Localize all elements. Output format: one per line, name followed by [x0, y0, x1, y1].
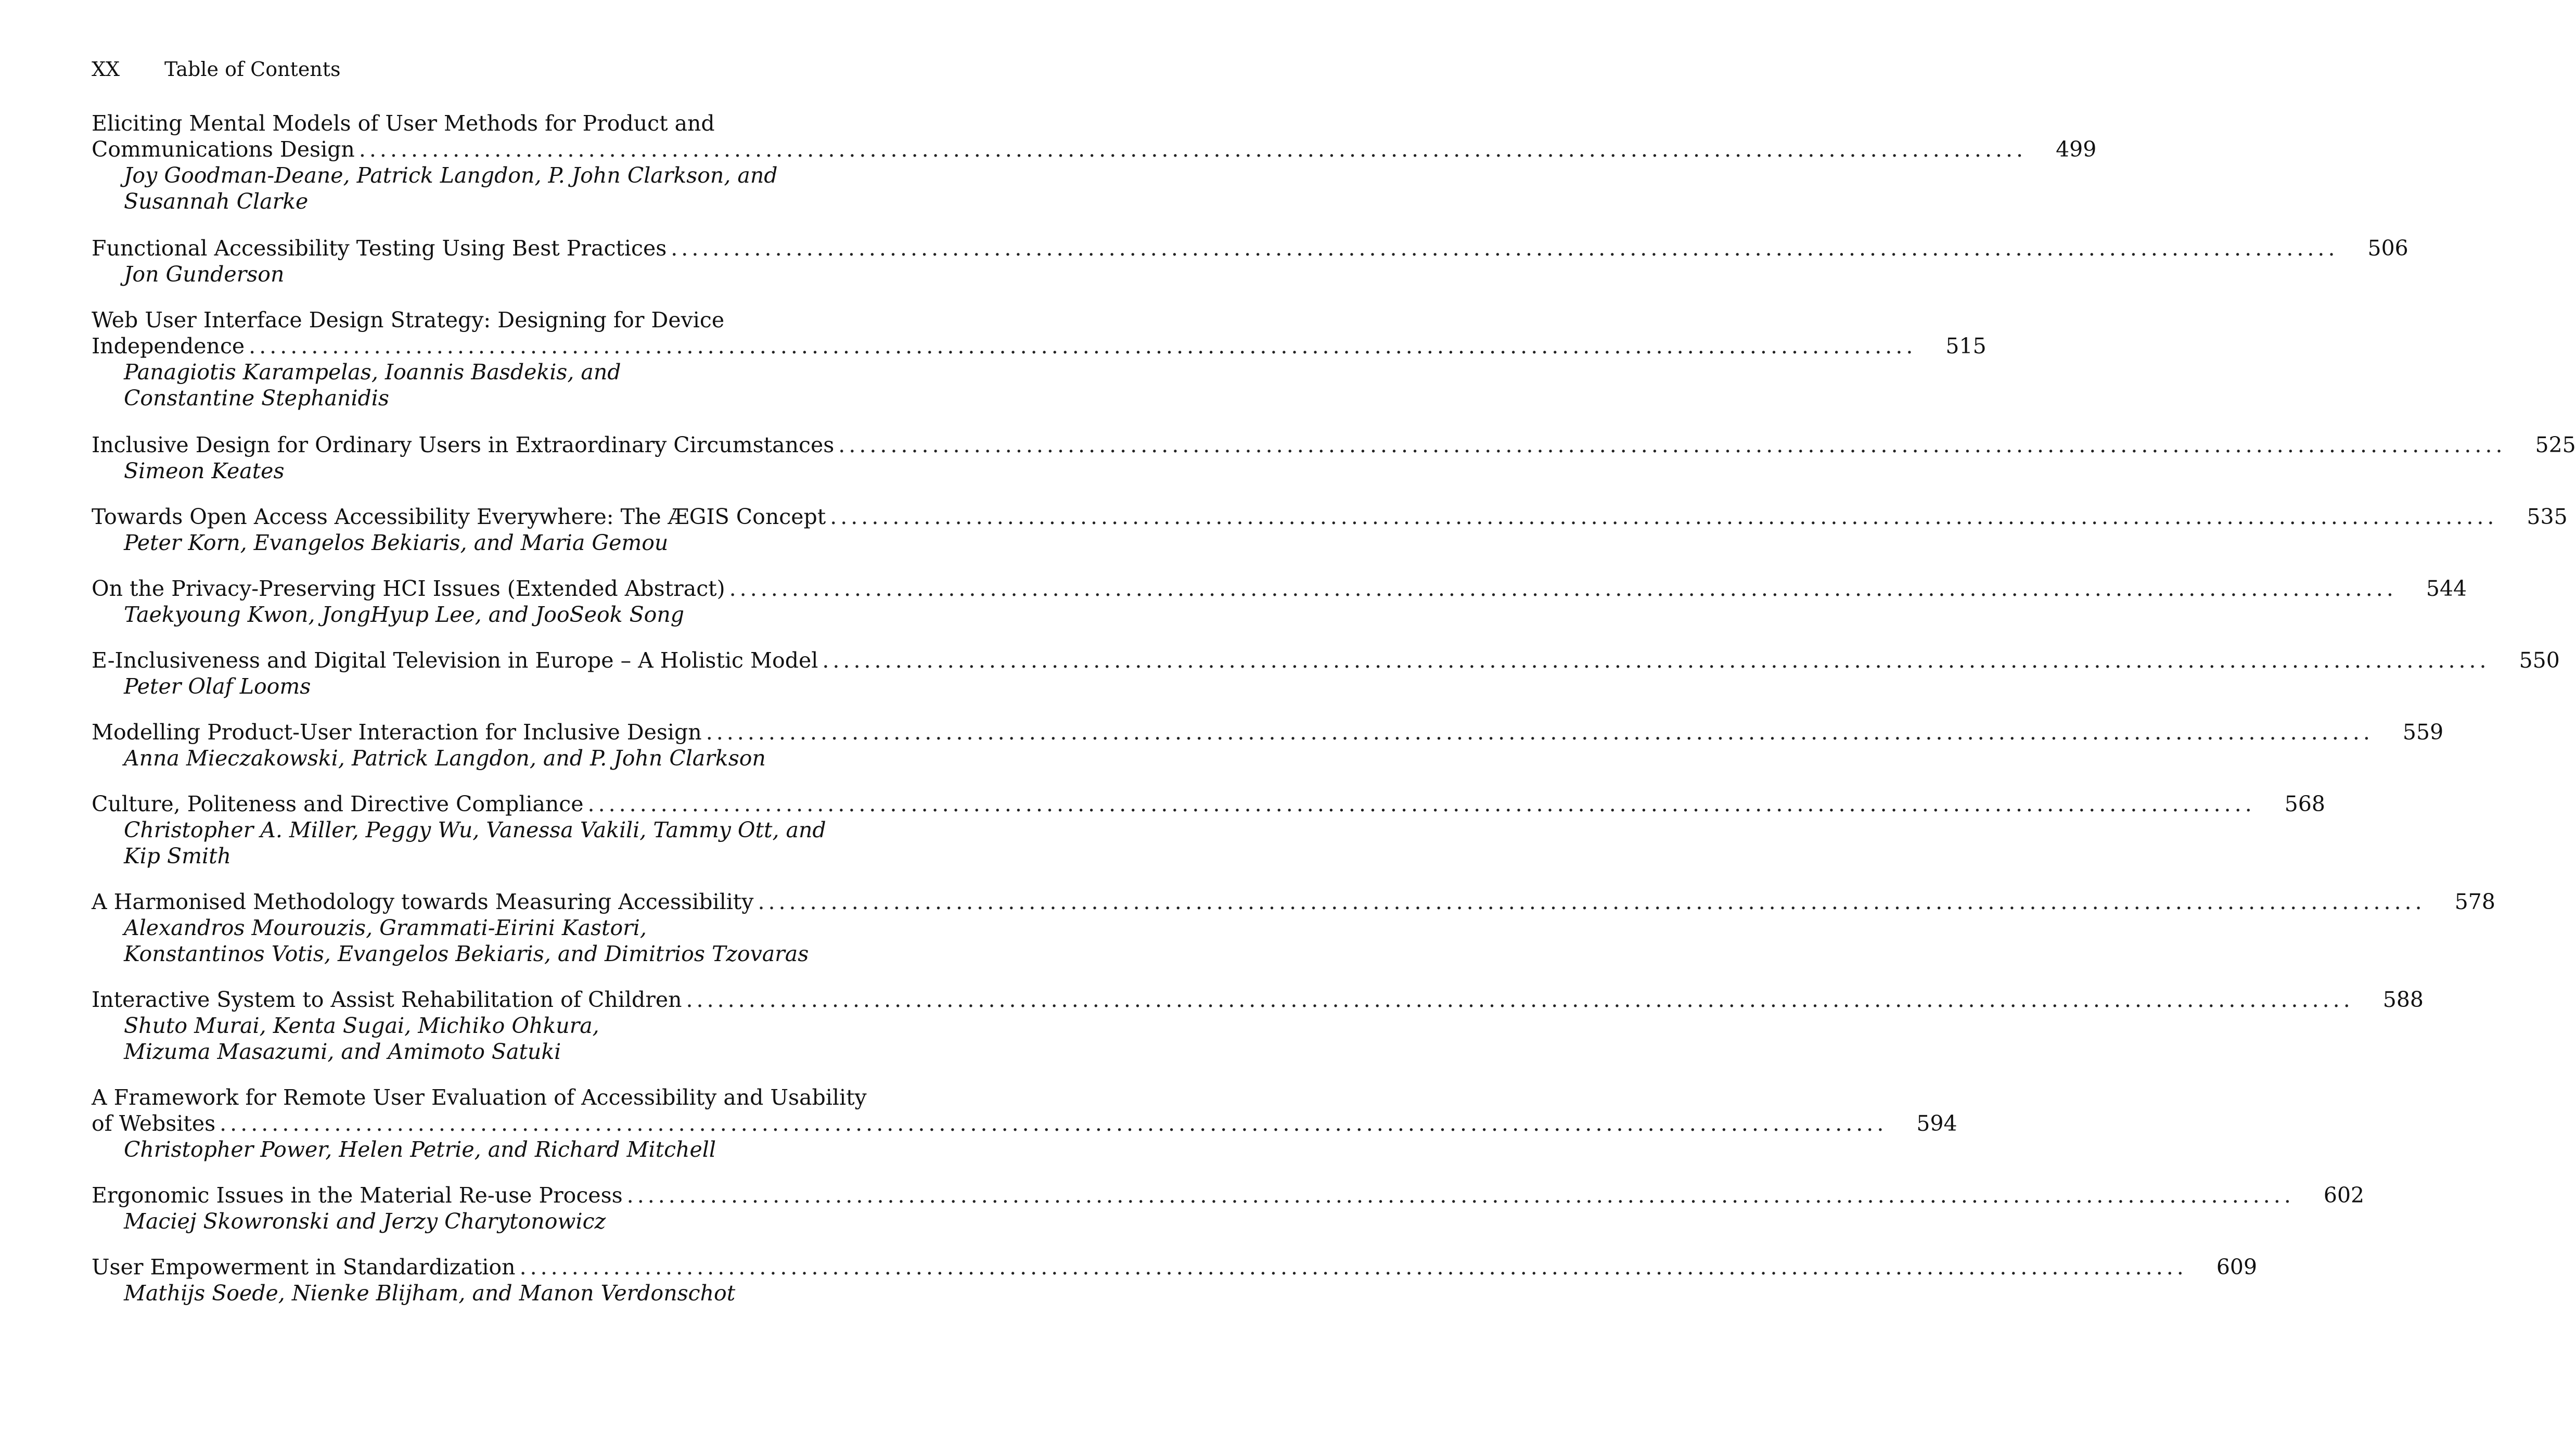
entry-page-number: 588 — [2382, 987, 2424, 1012]
entry-page-number: 499 — [2056, 137, 2097, 162]
entry-page-number: 506 — [2367, 236, 2408, 261]
dot-leader: ................................................................................................................................................................ — [249, 334, 1917, 359]
entry-page-number: 550 — [2519, 648, 2560, 673]
entry-title-line: E-Inclusiveness and Digital Television in Europe – A Holistic Model — [92, 648, 818, 673]
entry-page-number: 578 — [2454, 889, 2495, 914]
entry-title-line: A Harmonised Methodology towards Measuring Accessibility — [92, 889, 754, 914]
toc-entry[interactable] — [92, 1254, 2258, 1306]
dot-leader: ................................................................................................................................................................ — [519, 1255, 2187, 1280]
dot-leader: ................................................................................................................................................................ — [830, 504, 2498, 529]
toc-entry[interactable] — [92, 432, 2576, 484]
entry-title-row — [92, 136, 2097, 162]
dot-leader: ................................................................................................................................................................ — [686, 987, 2354, 1012]
entry-title-row — [92, 889, 2495, 915]
entry-title-row — [92, 235, 2408, 261]
entry-title-line: Ergonomic Issues in the Material Re-use Process — [92, 1183, 623, 1208]
entry-title-line: Eliciting Mental Models of User Methods for Product and — [92, 111, 715, 136]
entry-title-line: On the Privacy-Preserving HCI Issues (Extended Abstract) — [92, 576, 725, 601]
entry-authors-line: Jon Gunderson — [124, 262, 285, 287]
toc-entry[interactable] — [92, 791, 2326, 869]
entry-title-row — [92, 1110, 1957, 1136]
entry-authors-line: Joy Goodman-Deane, Patrick Langdon, P. John Clarkson, and — [124, 163, 778, 188]
entry-authors-line: Alexandros Mourouzis, Grammati-Eirini Kastori, — [124, 915, 647, 940]
dot-leader: ................................................................................................................................................................ — [587, 791, 2255, 816]
entry-title-row — [92, 1254, 2258, 1280]
entry-authors-line: Shuto Murai, Kenta Sugai, Michiko Ohkura, — [124, 1013, 599, 1038]
toc-entry[interactable] — [92, 719, 2444, 771]
entry-title-row — [92, 504, 2568, 530]
entry-authors-line: Konstantinos Votis, Evangelos Bekiaris, and Dimitrios Tzovaras — [124, 941, 809, 966]
entry-title-line: Functional Accessibility Testing Using Best Practices — [92, 236, 667, 261]
entry-authors-line: Mathijs Soede, Nienke Blijham, and Manon Verdonschot — [124, 1281, 736, 1306]
entry-page-number: 535 — [2527, 504, 2568, 529]
entry-title-line: A Framework for Remote User Evaluation of Accessibility and Usability — [92, 1085, 867, 1110]
entry-authors-line: Mizuma Masazumi, and Amimoto Satuki — [124, 1039, 561, 1064]
entry-title-line: Interactive System to Assist Rehabilitation of Children — [92, 987, 682, 1012]
dot-leader: ................................................................................................................................................................ — [838, 432, 2506, 457]
entry-title-row — [92, 333, 1987, 359]
entry-authors-line: Susannah Clarke — [124, 189, 309, 214]
entry-authors-line: Panagiotis Karampelas, Ioannis Basdekis, and — [124, 360, 621, 385]
entry-authors-line: Maciej Skowronski and Jerzy Charytonowicz — [124, 1209, 606, 1234]
entry-title-row — [92, 1182, 2365, 1208]
entry-title-line: Independence — [92, 334, 245, 359]
entry-title-line: of Websites — [92, 1111, 216, 1136]
entry-authors-line: Taekyoung Kwon, JongHyup Lee, and JooSeok Song — [124, 602, 684, 627]
entry-title-line: User Empowerment in Standardization — [92, 1255, 516, 1280]
toc-entry[interactable] — [92, 504, 2568, 556]
entry-title-row — [92, 719, 2444, 745]
dot-leader: ................................................................................................................................................................ — [706, 720, 2374, 745]
toc-entry[interactable] — [92, 307, 1987, 411]
dot-leader: ................................................................................................................................................................ — [729, 576, 2397, 601]
entry-page-number: 515 — [1945, 334, 1987, 359]
toc-entry[interactable] — [92, 987, 2424, 1065]
dot-leader: ................................................................................................................................................................ — [758, 889, 2426, 914]
entry-title-line: Culture, Politeness and Directive Compliance — [92, 791, 584, 816]
entry-title-row — [92, 432, 2576, 458]
entry-title-row — [92, 576, 2467, 602]
running-head — [92, 56, 341, 82]
page-number-roman: XX — [92, 58, 120, 81]
toc-entry[interactable] — [92, 235, 2408, 287]
entry-page-number: 609 — [2216, 1255, 2258, 1280]
toc-entry[interactable] — [92, 1182, 2365, 1234]
entry-page-number: 568 — [2284, 791, 2326, 816]
entry-title-line: Modelling Product-User Interaction for Inclusive Design — [92, 720, 702, 745]
entry-authors-line: Constantine Stephanidis — [124, 386, 389, 411]
toc-entry[interactable] — [92, 647, 2560, 699]
entry-page-number: 602 — [2323, 1183, 2365, 1208]
entry-title-line: Web User Interface Design Strategy: Designing for Device — [92, 308, 725, 333]
dot-leader: ................................................................................................................................................................ — [822, 648, 2490, 673]
entry-authors-line: Simeon Keates — [124, 458, 285, 483]
entry-title-row — [92, 647, 2560, 673]
toc-entry[interactable] — [92, 889, 2495, 967]
entry-page-number: 559 — [2402, 720, 2444, 745]
entry-page-number: 594 — [1916, 1111, 1957, 1136]
toc-entry[interactable] — [92, 1084, 1957, 1162]
entry-title-row — [92, 987, 2424, 1013]
entry-authors-line: Peter Olaf Looms — [124, 674, 311, 699]
dot-leader: ................................................................................................................................................................ — [671, 236, 2339, 261]
entry-authors-line: Anna Mieczakowski, Patrick Langdon, and P. John Clarkson — [124, 746, 766, 771]
dot-leader: ................................................................................................................................................................ — [626, 1183, 2295, 1208]
entry-authors-line: Peter Korn, Evangelos Bekiaris, and Maria Gemou — [124, 530, 669, 555]
section-title: Table of Contents — [164, 58, 341, 81]
toc-entry[interactable] — [92, 110, 2097, 214]
dot-leader: ................................................................................................................................................................ — [358, 137, 2027, 162]
entry-title-line: Inclusive Design for Ordinary Users in Extraordinary Circumstances — [92, 432, 835, 457]
entry-page-number: 544 — [2426, 576, 2467, 601]
entry-authors-line: Kip Smith — [124, 844, 231, 868]
toc-entry[interactable] — [92, 576, 2467, 628]
entry-title-line: Communications Design — [92, 137, 355, 162]
entry-title-row — [92, 791, 2326, 817]
entry-title-line: Towards Open Access Accessibility Everywhere: The ÆGIS Concept — [92, 504, 826, 529]
entry-page-number: 525 — [2535, 432, 2576, 457]
entry-authors-line: Christopher Power, Helen Petrie, and Richard Mitchell — [124, 1137, 716, 1162]
entry-authors-line: Christopher A. Miller, Peggy Wu, Vanessa Vakili, Tammy Ott, and — [124, 817, 826, 842]
dot-leader: ................................................................................................................................................................ — [220, 1111, 1888, 1136]
